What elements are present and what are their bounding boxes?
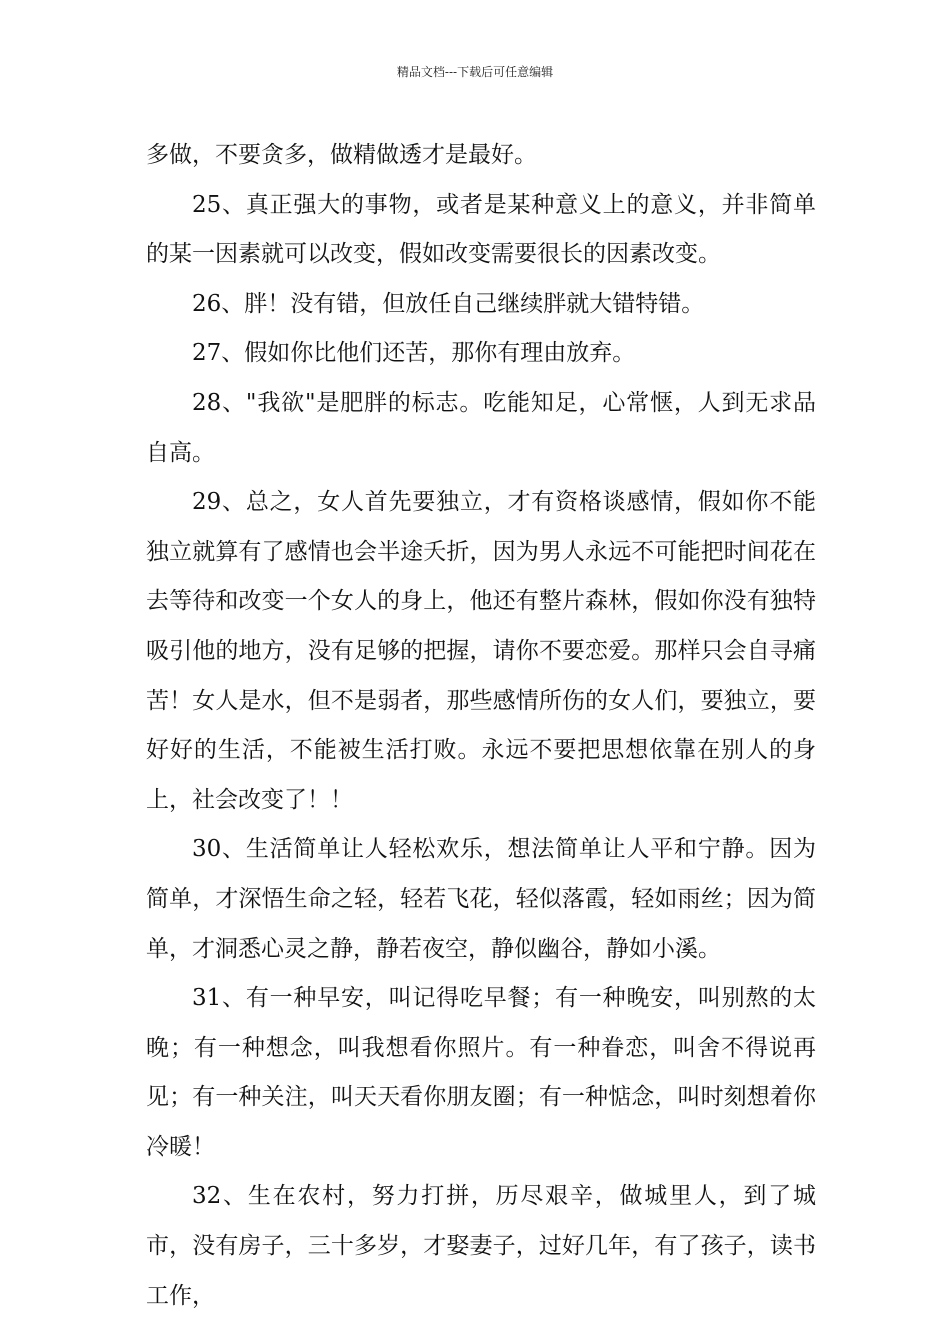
paragraph-26: 26、胖！没有错，但放任自己继续胖就大错特错。 — [192, 290, 705, 317]
paragraph-29: 29、总之，女人首先要独立，才有资格谈感情，假如你不能独立就算有了感情也会半途夭折，因为男人永远不可能把时间花在去等待和改变一个女人的身上，他还有整片森林，假如你没有独特吸引他的地方，没有足够的把握，请你不要恋爱。那样只会自寻痛苦！女人是水，但不是弱者，那些感情所伤的女人们，要独立，要好好的生活，不能被生活打败。永远不要把思想依靠在别人的身上，社会改变了！！ — [146, 489, 816, 813]
document-body — [146, 131, 816, 1321]
page-header: 精品文档---下载后可任意编辑 — [396, 65, 554, 79]
paragraph-continuation: 多做，不要贪多，做精做透才是最好。 — [146, 142, 537, 168]
paragraph-28: 28、"我欲"是肥胖的标志。吃能知足，心常惬，人到无求品自高。 — [146, 389, 816, 466]
paragraph-30: 30、生活简单让人轻松欢乐，想法简单让人平和宁静。因为简单，才深悟生命之轻，轻若飞花，轻似落霞，轻如雨丝；因为简单，才洞悉心灵之静，静若夜空，静似幽谷，静如小溪。 — [146, 836, 816, 962]
paragraph-25: 25、真正强大的事物，或者是某种意义上的意义，并非简单的某一因素就可以改变，假如改变需要很长的因素改变。 — [146, 191, 816, 268]
paragraph-32: 32、生在农村，努力打拼，历尽艰辛，做城里人，到了城市，没有房子，三十多岁，才娶妻子，过好几年，有了孩子，读书工作， — [146, 1183, 816, 1309]
paragraph-31: 31、有一种早安，叫记得吃早餐；有一种晚安，叫别熬的太晚；有一种想念，叫我想看你照片。有一种眷恋，叫舍不得说再见；有一种关注，叫天天看你朋友圈；有一种惦念，叫时刻想着你冷暖！ — [146, 985, 816, 1160]
paragraph-27: 27、假如你比他们还苦，那你有理由放弃。 — [192, 340, 636, 367]
